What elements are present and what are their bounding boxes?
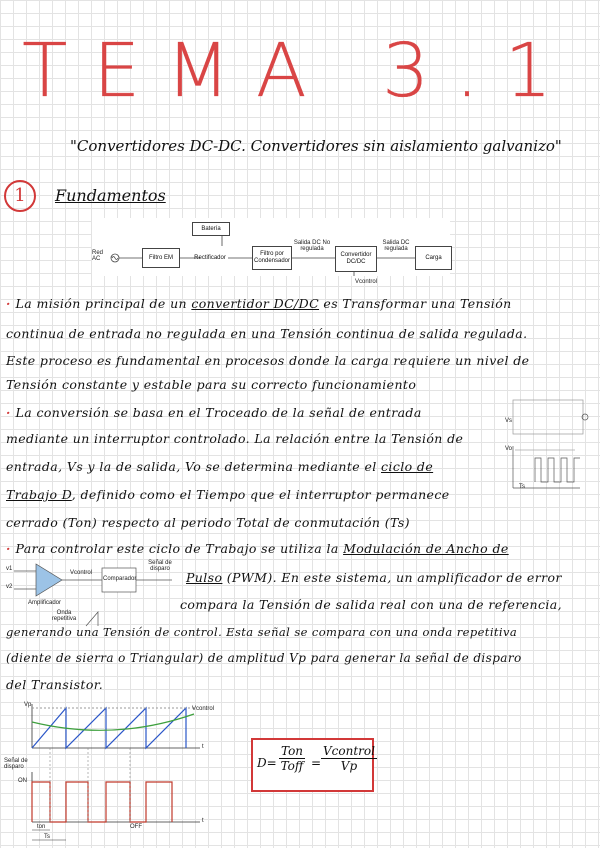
battery-box: Batería — [192, 222, 230, 236]
p2-line-2: mediante un interruptor controlado. La relación entre la Tensión de — [6, 431, 464, 446]
converter-box: Convertidor DC/DC — [335, 246, 377, 272]
vs-label: Vs — [505, 418, 513, 424]
vcontrol-comp-label: Vcontrol — [70, 570, 93, 576]
p3-line-6: del Transistor. — [6, 677, 104, 692]
comparator-diagram — [6, 556, 178, 628]
reg-output-label: Salida DC regulada — [382, 240, 410, 252]
p1-line-4: Tensión constante y estable para su correcto funcionamiento — [6, 377, 417, 392]
p3-line-2: Pulso (PWM). En este sistema, un amplificador de error — [186, 570, 562, 585]
p2-line-3: entrada, Vs y la de salida, Vo se determina mediante el ciclo de — [6, 459, 434, 474]
p1-line-1: · La misión principal de un convertidor DC/DC es Transformar una Tensión — [6, 296, 512, 311]
ts-label: Ts — [519, 484, 525, 490]
ts-plot-label: Ts — [44, 834, 50, 840]
v1-label: v1 — [6, 566, 13, 572]
page-subtitle: "Convertidores DC-DC. Convertidores sin aislamiento galvanizo" — [70, 137, 562, 155]
pwm-plot-graphic — [4, 700, 214, 844]
formula-frac-1: Ton Toff — [280, 744, 304, 773]
trigger-plot-label: Señal de disparo — [4, 758, 28, 770]
t-axis-label-1: t — [202, 744, 204, 750]
rectifier-label: Rectificador — [194, 254, 226, 261]
p3-line-5: (diente de sierra o Triangular) de amplitud Vp para generar la señal de disparo — [6, 651, 522, 665]
formula-lhs: D= — [257, 756, 277, 770]
saw-label: Onda repetitiva — [51, 610, 77, 622]
p2-line-5: cerrado (Ton) respecto al periodo Total de conmutación (Ts) — [6, 515, 410, 530]
comparator-label: Comparador — [103, 576, 137, 582]
unreg-output-label: Salida DC No regulada — [293, 240, 331, 252]
off-label: OFF — [130, 824, 142, 830]
block-diagram — [92, 218, 450, 276]
filter-em-box: Filtro EM — [142, 248, 180, 268]
filter-cap-box: Filtro por Condensador — [252, 246, 292, 270]
formula-eq: = — [311, 756, 322, 770]
load-box: Carga — [415, 246, 452, 270]
vcontrol-plot-label: Vcontrol — [192, 706, 215, 712]
section-number: 1 — [4, 180, 36, 212]
p2-line-1: · La conversión se basa en el Troceado de la señal de entrada — [6, 405, 422, 420]
p3-line-4: generando una Tensión de control. Esta señal se compara con una onda repetitiva — [6, 625, 518, 639]
p2-line-4: Trabajo D, definido como el Tiempo que el interruptor permanece — [6, 487, 450, 502]
source-label: Red AC — [92, 250, 104, 262]
pwm-plot — [4, 700, 214, 844]
circuit-sketch — [505, 392, 597, 500]
on-label: ON — [18, 778, 27, 784]
p1-line-3: Este proceso es fundamental en procesos donde la carga requiere un nivel de — [6, 353, 530, 368]
p3-line-3: compara la Tensión de salida real con una de referencia, — [180, 597, 562, 612]
ton-label: ton — [37, 824, 46, 830]
page-title: TEMA 3.1 — [22, 28, 578, 114]
vp-label: Vp — [24, 702, 32, 708]
formula-frac-2: Vcontrol Vp — [323, 744, 375, 773]
duty-cycle-formula — [251, 738, 374, 792]
p1-line-2: continua de entrada no regulada en una Tensión continua de salida regulada. — [6, 326, 528, 341]
section-title: Fundamentos — [55, 186, 166, 205]
amp-label: Amplificador — [28, 600, 62, 606]
p3-line-1: · Para controlar este ciclo de Trabajo se utiliza la Modulación de Ancho de — [6, 541, 509, 556]
vo-label: Vo — [505, 446, 513, 452]
t-axis-label-2: t — [202, 818, 204, 824]
v2-label: v2 — [6, 584, 13, 590]
vcontrol-label: Vcontrol — [355, 279, 378, 285]
trigger-label: Señal de disparo — [148, 560, 172, 572]
